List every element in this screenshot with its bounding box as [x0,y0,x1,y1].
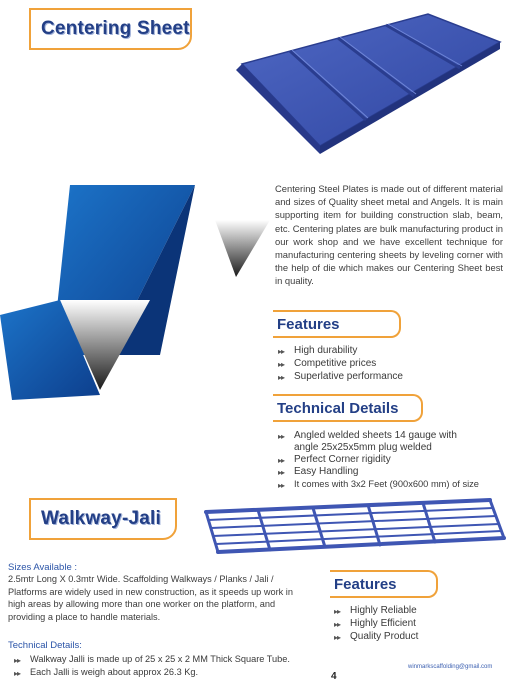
centering-title-tab [29,8,192,50]
centering-technical-heading: Technical Details [277,399,399,417]
sizes-label: Sizes Available : [8,562,78,573]
centering-technical-list [278,430,512,492]
walkway-features-tab [330,570,438,598]
list-item: ▸▸ Angled welded sheets 14 gauge with angle 25x25x5mm plug welded [278,430,457,453]
double-chevron-right-icon: ▸▸ [334,619,341,629]
decorative-triangles [0,165,270,495]
walkway-sizes-text: 2.5mtr Long X 0.3mtr Wide. Scaffolding Walkways / Planks / Jali / Platforms are widely used in new construction, as it speeds up work in high areas by allowing more than one worker on the platform, and providing a place to handle materials. [8,574,293,622]
walkway-features-heading: Features [334,575,397,593]
list-item: ▸▸ Easy Handling [278,466,359,478]
walkway-title: Walkway-Jali [41,508,161,529]
centering-technical-tab [273,394,423,422]
walkway-jali-image [198,494,510,558]
centering-features-list [278,345,498,383]
list-item: ▸▸ Walkway Jalli is made up of 25 x 25 x 2 MM Thick Square Tube. [14,654,290,665]
walkway-title-tab [29,498,177,540]
list-item: ▸▸ It comes with 3x2 Feet (900x600 mm) of size [278,479,479,491]
centering-features-heading: Features [277,315,340,333]
list-item: ▸▸ Perfect Corner rigidity [278,453,391,465]
centering-sheet-image [170,6,510,176]
double-chevron-right-icon: ▸▸ [278,432,285,441]
double-chevron-right-icon: ▸▸ [278,372,285,382]
list-item: ▸▸ Quality Product [334,630,419,642]
walkway-technical-label: Technical Details: [8,640,82,651]
double-chevron-right-icon: ▸▸ [278,481,285,491]
double-chevron-right-icon: ▸▸ [334,607,341,616]
footer-email: winmarkscaffolding@gmail.com [408,664,493,670]
centering-title: Centering Sheet [41,18,190,39]
double-chevron-right-icon: ▸▸ [14,656,21,665]
centering-features-tab [273,310,401,338]
double-chevron-right-icon: ▸▸ [278,468,285,478]
list-item: ▸▸ Competitive prices [278,357,377,369]
list-item: ▸▸ Each Jalli is weigh about approx 26.3 Kg. [14,666,199,678]
double-chevron-right-icon: ▸▸ [334,632,341,642]
page-number: 4 [331,671,337,682]
list-item: ▸▸ High durability [278,345,358,356]
walkway-technical-list [14,654,334,680]
double-chevron-right-icon: ▸▸ [278,347,285,356]
double-chevron-right-icon: ▸▸ [14,668,21,678]
double-chevron-right-icon: ▸▸ [278,455,285,465]
list-item: ▸▸ Highly Reliable [334,605,417,616]
list-item: ▸▸ Highly Efficient [334,617,416,629]
list-item: ▸▸ Superlative performance [278,370,403,382]
double-chevron-right-icon: ▸▸ [278,359,285,369]
centering-description: Centering Steel Plates is made out of different material and sizes of Quality sheet metal and Angels. It is main supporting item for building construction slab, beam, etc. Centering plates are bulk manufacturing product in our work shop and we have excellent technique for manufacturing centering sheets by leveling corner with the help of die which makes our Centering Sheet best in quality. [275,183,503,287]
walkway-features-list [334,605,504,643]
